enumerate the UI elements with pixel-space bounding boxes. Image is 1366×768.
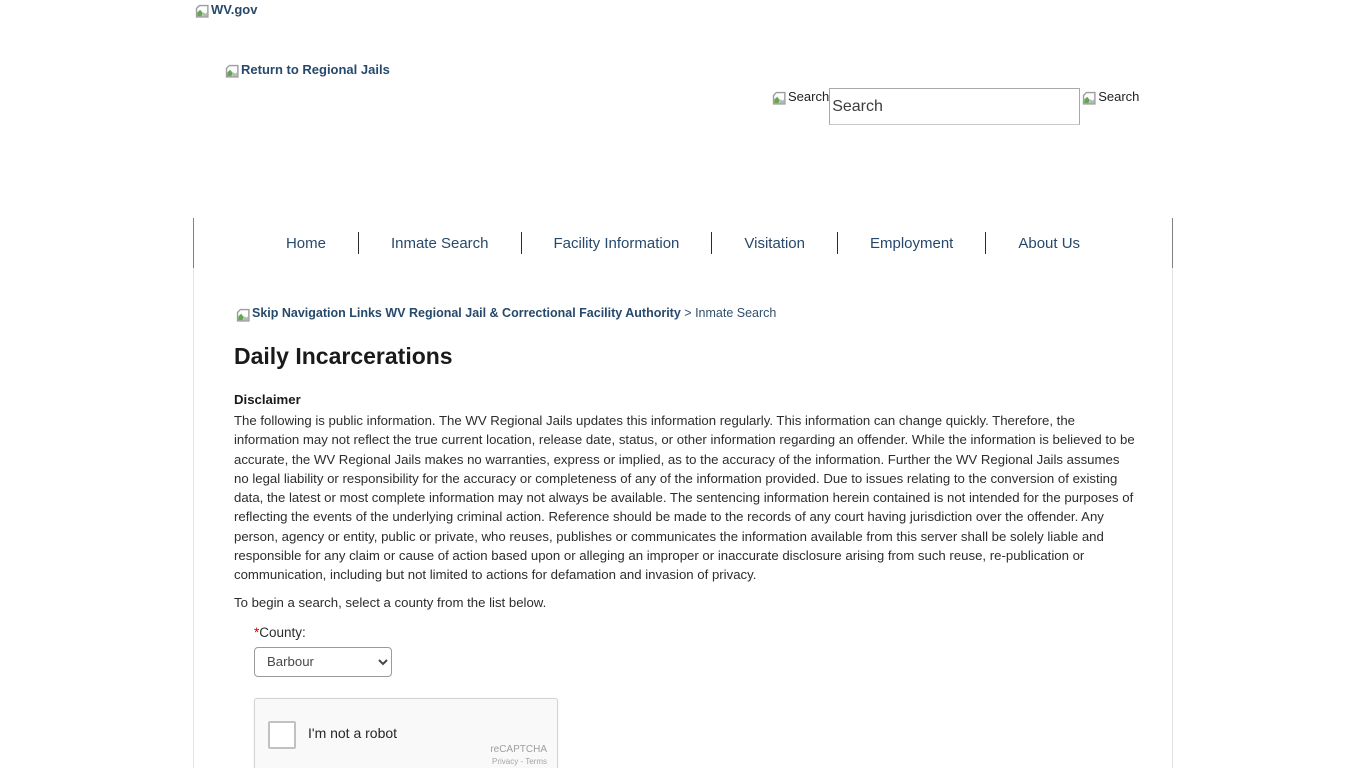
recaptcha-widget (254, 698, 558, 768)
recaptcha-brand (490, 745, 547, 766)
page-container (193, 0, 1173, 768)
broken-image-icon (770, 89, 787, 106)
recaptcha-terms-link[interactable]: Terms (525, 756, 547, 766)
recaptcha-brand-name: reCAPTCHA (490, 743, 547, 755)
broken-image-icon (223, 62, 240, 79)
nav-item-inmate-search[interactable]: Inmate Search (390, 234, 489, 252)
recaptcha-checkbox-label: I'm not a robot (308, 724, 398, 741)
wvgov-link[interactable] (193, 1, 257, 19)
breadcrumb-current-page: Inmate Search (695, 306, 777, 320)
search-right-alt-text: Search (1098, 89, 1140, 104)
breadcrumb-separator: > (684, 306, 692, 320)
header (193, 0, 1173, 218)
search-left-broken-image (770, 88, 829, 106)
main-navigation (193, 218, 1173, 268)
nav-item-home[interactable]: Home (285, 234, 326, 252)
recaptcha-privacy-link[interactable]: Privacy (492, 756, 519, 766)
search-bar (770, 88, 1139, 125)
nav-item-about-us[interactable]: About Us (1018, 234, 1081, 252)
return-link-label: Return to Regional Jails (241, 62, 390, 77)
broken-image-icon (193, 2, 210, 19)
breadcrumb-root-link[interactable]: WV Regional Jail & Correctional Facility Authority (385, 306, 681, 320)
county-form-block (254, 624, 1136, 768)
breadcrumb (234, 305, 1136, 323)
skip-navigation-broken-image[interactable] (234, 305, 382, 323)
disclaimer-text: The following is public information. The WV Regional Jails updates this information regularly. This information can change quickly. Therefore, the information may not reflect the true current location, release date, status, or other information regarding an offender. While the information is believed to be accurate, the WV Regional Jails makes no warranties, express or implied, as to the accuracy of the information. Further the WV Regional Jails assumes no legal liability or responsibility for the accuracy or completeness of any of the information provided. Due to issues relating to the conversion of existing data, the latest or most complete information may not always be available. The sentencing information herein contained is not intended for the purposes of reflecting the events of the underlying criminal action. Reference should be made to the records of any court having jurisdiction over the offender. Any person, agency or entity, public or private, who reuses, publishes or communicates the information available from this server shall be solely liable and responsible for any claim or cause of action based upon or alleging an improper or inaccurate disclosure arising from such reuse, re-publication or communication, including but not limited to actions for defamation and invasion of privacy. (234, 413, 1135, 583)
disclaimer-heading: Disclaimer (234, 392, 301, 407)
nav-item-employment[interactable]: Employment (869, 234, 954, 252)
search-left-alt-text: Search (788, 89, 830, 104)
return-to-regional-jails-link[interactable] (223, 61, 390, 79)
broken-image-icon (234, 306, 251, 323)
county-select[interactable] (254, 647, 392, 677)
broken-image-icon (1080, 89, 1097, 106)
required-marker: * (254, 624, 260, 640)
county-label-text: County: (259, 624, 306, 640)
wvgov-link-label: WV.gov (211, 2, 258, 17)
recaptcha-links-separator: - (520, 756, 524, 766)
county-field-label (254, 624, 1136, 641)
nav-item-facility-information[interactable]: Facility Information (553, 234, 680, 252)
recaptcha-checkbox[interactable] (268, 721, 296, 749)
skip-navigation-alt-text: Skip Navigation Links (252, 306, 382, 320)
main-content (193, 268, 1173, 768)
nav-item-visitation[interactable]: Visitation (744, 234, 805, 252)
search-instruction: To begin a search, select a county from the list below. (234, 594, 547, 610)
search-input[interactable] (829, 88, 1080, 125)
page-title: Daily Incarcerations (234, 343, 453, 369)
search-submit-broken-image[interactable] (1080, 88, 1139, 106)
recaptcha-brand-links (490, 758, 547, 766)
